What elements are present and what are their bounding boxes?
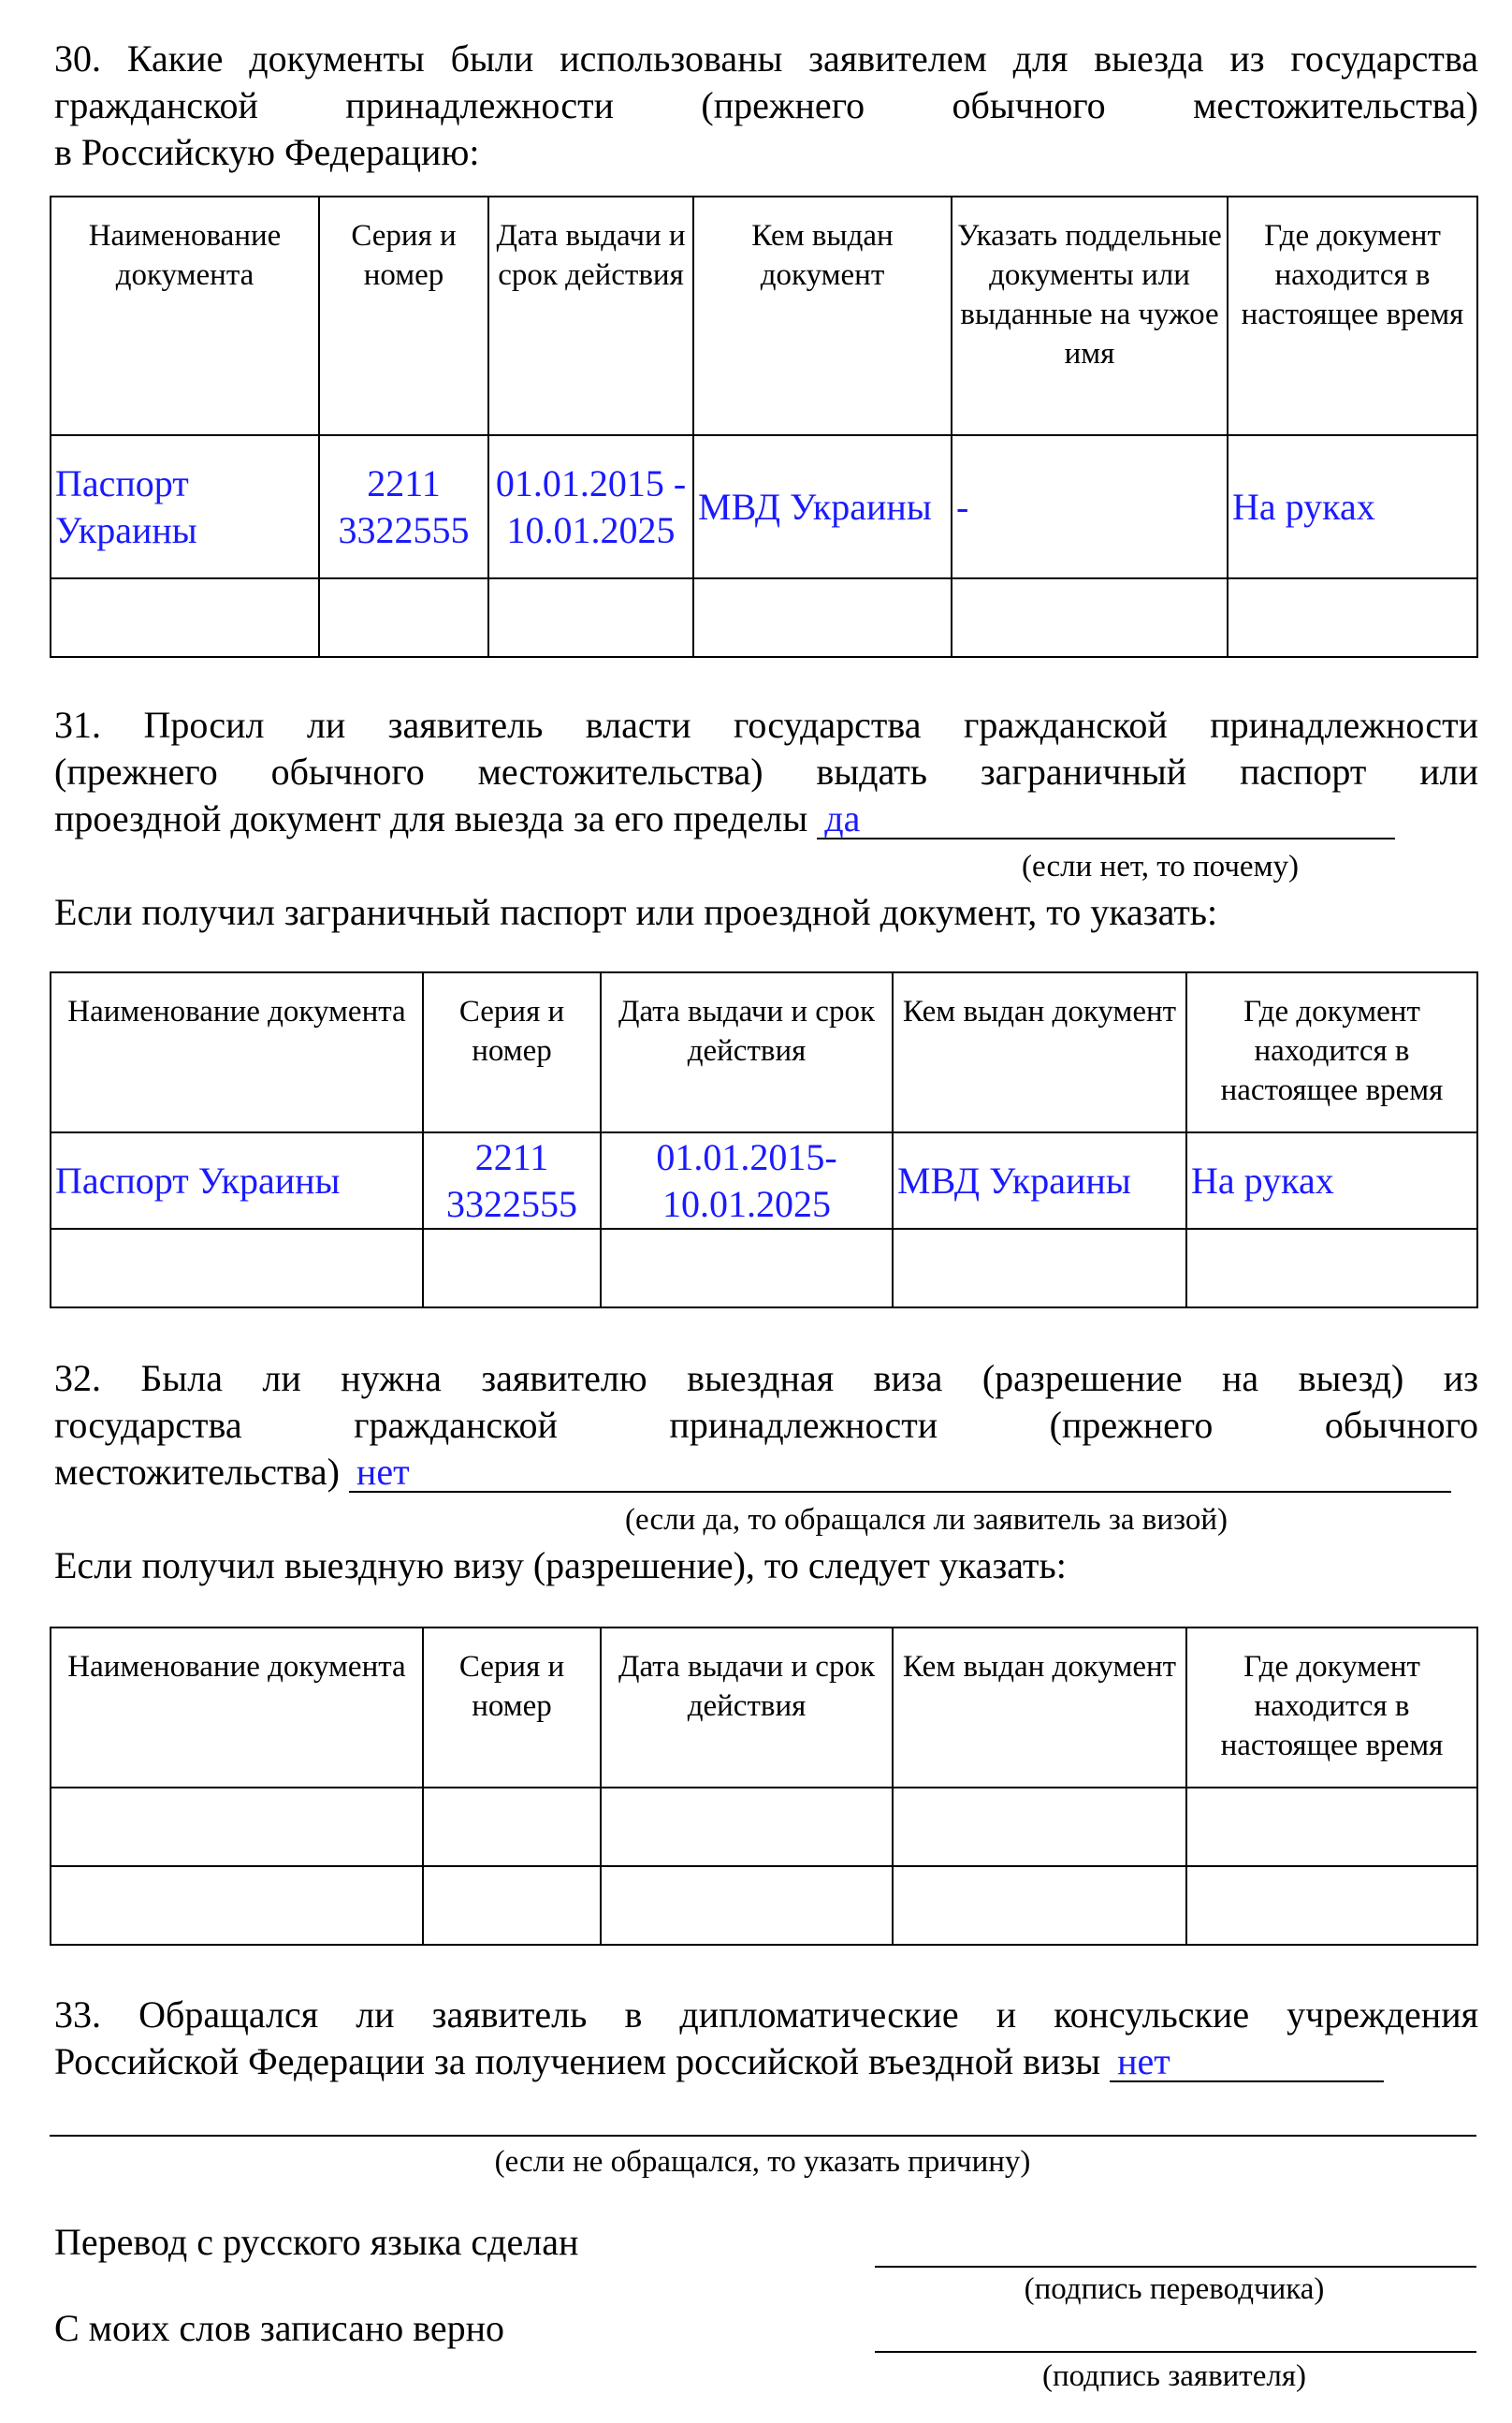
empty-cell[interactable] [893, 1788, 1186, 1866]
table-row [51, 1866, 1477, 1945]
table-row [51, 1229, 1477, 1307]
table-row [51, 1788, 1477, 1866]
q31-doc-name[interactable]: Паспорт Украины [51, 1132, 423, 1229]
table-row [51, 578, 1477, 657]
q32-hint: (если да, то обращался ли заявитель за визой) [625, 1503, 1228, 1537]
q31-header-row [51, 972, 1477, 1132]
q32-col-location: Где документ находится в настоящее время [1186, 1627, 1477, 1788]
q33-question [54, 1992, 1478, 2085]
q30-col-name: Наименование документа [51, 197, 319, 435]
q31-sub: Если получил заграничный паспорт или проездной документ, то указать: [54, 891, 1218, 933]
applicant-signature-line[interactable] [875, 2351, 1476, 2353]
q31-doc-dates[interactable]: 01.01.2015- 10.01.2025 [601, 1132, 893, 1229]
q30-doc-location[interactable]: На руках [1228, 435, 1477, 578]
q32-answer-field[interactable]: нет [349, 1453, 1451, 1493]
q31-doc-number[interactable]: 2211 3322555 [423, 1132, 601, 1229]
empty-cell[interactable] [1186, 1788, 1477, 1866]
q33-reason-line[interactable] [50, 2135, 1476, 2137]
q30-doc-dates[interactable]: 01.01.2015 - 10.01.2025 [488, 435, 693, 578]
q32-header-row [51, 1627, 1477, 1788]
empty-cell[interactable] [423, 1229, 601, 1307]
empty-cell[interactable] [51, 1866, 423, 1945]
empty-cell[interactable] [952, 578, 1228, 657]
q30-doc-name[interactable]: Паспорт Украины [51, 435, 319, 578]
table-row [51, 1132, 1477, 1229]
translation-statement: Перевод с русского языка сделан [54, 2221, 579, 2263]
q31-answer-field[interactable]: да [817, 800, 1395, 839]
table-row [51, 435, 1477, 578]
q31-doc-issuer[interactable]: МВД Украины [893, 1132, 1186, 1229]
q30-header-row [51, 197, 1477, 435]
q31-line-2: (прежнего обычного местожительства) выдать заграничный паспорт или [54, 751, 1478, 793]
q30-question [54, 36, 1478, 176]
q30-col-fake: Указать поддельные документы или выданные на чужое имя [952, 197, 1228, 435]
empty-cell[interactable] [423, 1788, 601, 1866]
q30-col-number: Серия и номер [319, 197, 488, 435]
empty-cell[interactable] [1186, 1229, 1477, 1307]
empty-cell[interactable] [893, 1866, 1186, 1945]
empty-cell[interactable] [488, 578, 693, 657]
empty-cell[interactable] [601, 1866, 893, 1945]
empty-cell[interactable] [893, 1229, 1186, 1307]
q33-line-1: 33. Обращался ли заявитель в дипломатические и консульские учреждения [54, 1993, 1478, 2036]
q30-col-location: Где документ находится в настоящее время [1228, 197, 1477, 435]
q30-line-3: в Российскую Федерацию: [54, 131, 480, 173]
q32-col-dates: Дата выдачи и срок действия [601, 1627, 893, 1788]
q32-col-number: Серия и номер [423, 1627, 601, 1788]
q33-line-2: Российской Федерации за получением российской въездной визы [54, 2040, 1101, 2082]
q32-line-2: государства гражданской принадлежности (прежнего обычного [54, 1404, 1478, 1446]
empty-cell[interactable] [1228, 578, 1477, 657]
q31-col-name: Наименование документа [51, 972, 423, 1132]
q32-col-issuer: Кем выдан документ [893, 1627, 1186, 1788]
q30-col-issuer: Кем выдан документ [693, 197, 952, 435]
q32-col-name: Наименование документа [51, 1627, 423, 1788]
q32-sub: Если получил выездную визу (разрешение), то следует указать: [54, 1544, 1067, 1586]
q31-doc-location[interactable]: На руках [1186, 1132, 1477, 1229]
q32-table [50, 1627, 1478, 1946]
q31-col-dates: Дата выдачи и срок действия [601, 972, 893, 1132]
applicant-signature-hint: (подпись заявителя) [1041, 2359, 1307, 2393]
translator-signature-hint: (подпись переводчика) [1024, 2272, 1325, 2306]
q31-col-location: Где документ находится в настоящее время [1186, 972, 1477, 1132]
q32-question [54, 1355, 1478, 1496]
empty-cell[interactable] [693, 578, 952, 657]
q33-hint: (если не обращался, то указать причину) [494, 2145, 1031, 2179]
empty-cell[interactable] [423, 1866, 601, 1945]
empty-cell[interactable] [51, 1229, 423, 1307]
q31-col-number: Серия и номер [423, 972, 601, 1132]
empty-cell[interactable] [601, 1229, 893, 1307]
q30-doc-fake[interactable]: - [952, 435, 1228, 578]
q31-line-1: 31. Просил ли заявитель власти государства гражданской принадлежности [54, 704, 1478, 746]
empty-cell[interactable] [1186, 1866, 1477, 1945]
q31-line-3: проездной документ для выезда за его пределы [54, 797, 808, 839]
q32-line-3: местожительства) [54, 1451, 340, 1493]
empty-cell[interactable] [319, 578, 488, 657]
q31-col-issuer: Кем выдан документ [893, 972, 1186, 1132]
q30-line-2: гражданской принадлежности (прежнего обычного местожительства) [54, 84, 1478, 126]
q33-answer-field[interactable]: нет [1110, 2043, 1384, 2082]
empty-cell[interactable] [51, 578, 319, 657]
q31-question [54, 702, 1478, 842]
q30-doc-number[interactable]: 2211 3322555 [319, 435, 488, 578]
q31-table [50, 971, 1478, 1308]
empty-cell[interactable] [51, 1788, 423, 1866]
q30-line-1: 30. Какие документы были использованы заявителем для выезда из государства [54, 37, 1478, 80]
q32-line-1: 32. Была ли нужна заявителю выездная виза (разрешение на выезд) из [54, 1357, 1478, 1399]
q30-col-dates: Дата выдачи и срок действия [488, 197, 693, 435]
q31-hint: (если нет, то почему) [1022, 850, 1299, 883]
translator-signature-line[interactable] [875, 2266, 1476, 2268]
q30-doc-issuer[interactable]: МВД Украины [693, 435, 952, 578]
q30-table [50, 196, 1478, 658]
recorded-statement: С моих слов записано верно [54, 2307, 505, 2349]
empty-cell[interactable] [601, 1788, 893, 1866]
